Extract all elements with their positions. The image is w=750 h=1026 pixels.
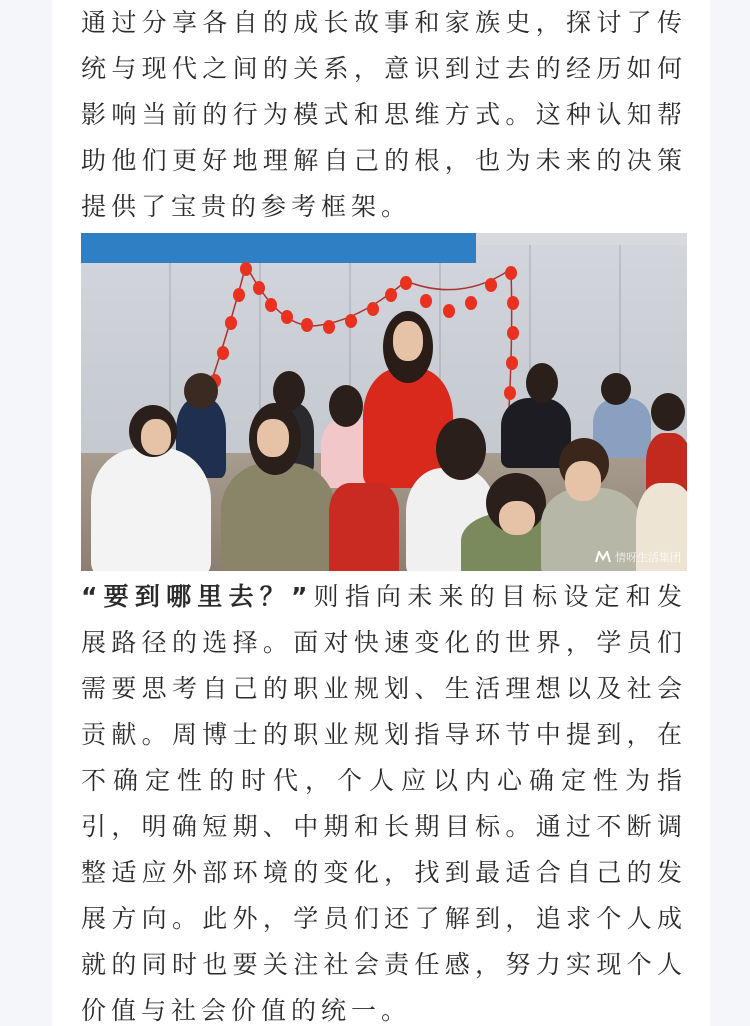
paragraph-body: 则指向未来的目标设定和发展路径的选择。面对快速变化的世界，学员们需要思考自己的职业规划、生活理想以及社会贡献。周博士的职业规划指导环节中提到，在不确定性的时代，个人应以内心确定性为指引，明确短期、中期和长期目标。通过不断调整适应外部环境的变化，找到最适合自己的发展方向。此外，学员们还了解到，追求个人成就的同时也要关注社会责任感，努力实现个人价值与社会价值的统一。 bbox=[81, 582, 687, 1025]
article-photo[interactable] bbox=[81, 233, 687, 571]
attendee-face bbox=[141, 419, 171, 455]
attendee-head bbox=[184, 373, 218, 409]
attendee-head bbox=[436, 418, 486, 480]
attendee-face bbox=[257, 419, 289, 457]
attendee-head bbox=[329, 385, 363, 427]
attendee-foreground bbox=[221, 463, 336, 571]
brand-logo-icon bbox=[595, 551, 611, 563]
attendee-head bbox=[526, 363, 558, 403]
watermark-text: 情呀生活集团 bbox=[615, 551, 681, 564]
article-paragraph-top: 通过分享各自的成长故事和家族史，探讨了传统与现代之间的关系，意识到过去的经历如何影响当前的行为模式和思维方式。这种认知帮助他们更好地理解自己的根，也为未来的决策提供了宝贵的参考框架。 bbox=[81, 8, 687, 221]
attendee-head bbox=[601, 373, 631, 405]
photo-watermark bbox=[595, 549, 681, 565]
attendee-face bbox=[565, 461, 601, 501]
paragraph-lead-question: “要到哪里去？” bbox=[81, 582, 313, 611]
attendee-foreground bbox=[91, 448, 211, 571]
red-backpack bbox=[329, 483, 399, 571]
article-paragraph-bottom bbox=[81, 574, 687, 1026]
article-card bbox=[52, 0, 710, 1026]
attendee-face bbox=[499, 501, 535, 535]
attendee-head bbox=[651, 393, 685, 431]
speaking-student-face bbox=[393, 321, 423, 361]
